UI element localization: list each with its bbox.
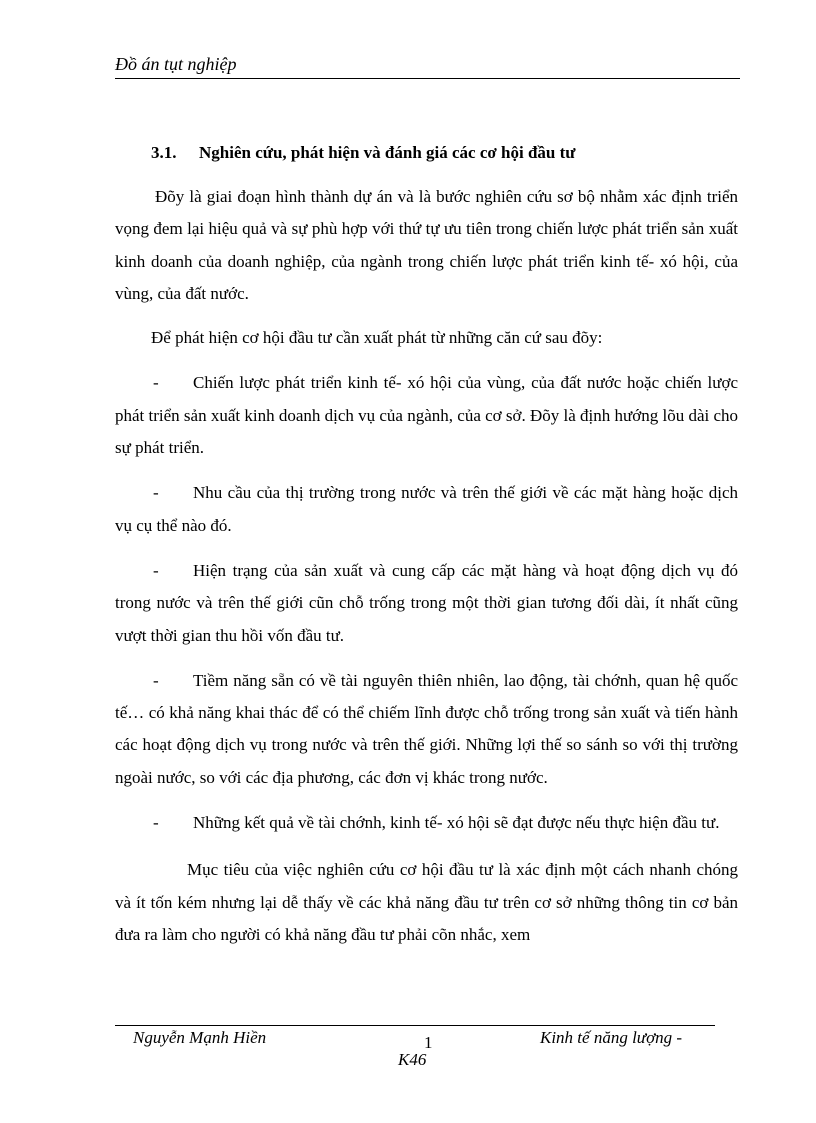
paragraph-intro: Đõy là giai đoạn hình thành dự án và là bước nghiên cứu sơ bộ nhằm xác định triển vọng đem lại hiệu quả và sự phù hợp với thứ tự ưu tiên trong chiến lược phát triển sản xuất kinh doanh của doanh nghiệp, của ngành trong chiến lược phát triển kinh tế- xó hội, của vùng, của đất nước. [115, 187, 738, 303]
page-body [115, 143, 738, 951]
bullet-strategy [115, 367, 738, 464]
footer-cohort: K46 [398, 1050, 427, 1069]
bullet-text: Tiềm năng sẵn có về tài nguyên thiên nhiên, lao động, tài chớnh, quan hệ quốc tế… có khả năng khai thác để có thể chiếm lĩnh được chỗ trống trong sản xuất và tiến hành các hoạt động dịch vụ trong nước và trên thế giới. Những lợi thế so sánh so với thị trường ngoài nước, so với các địa phương, các đơn vị khác trong nước. [115, 670, 738, 787]
footer-divider [115, 1025, 715, 1026]
bullet-potential [115, 665, 738, 794]
bullet-text: Chiến lược phát triển kinh tế- xó hội của vùng, của đất nước hoặc chiến lược phát triển sản xuất kinh doanh dịch vụ của ngành, của cơ sở. Đõy là định hướng lõu dài cho sự phát triển. [115, 373, 739, 458]
bullet-current-state [115, 555, 738, 652]
bullet-text: Nhu cầu của thị trường trong nước và trên thế giới về các mặt hàng hoặc dịch vụ cụ thể nào đó. [115, 483, 738, 535]
section-heading [151, 143, 738, 163]
paragraph-objective: Mục tiêu của việc nghiên cứu cơ hội đầu tư là xác định một cách nhanh chóng và ít tốn kém nhưng lại dễ thấy về các khả năng đầu tư trên cơ sở những thông tin cơ bản đưa ra làm cho người có khả năng đầu tư phải cõn nhắc, xem [115, 860, 738, 944]
bullet-results [115, 807, 738, 839]
paragraph-basis: Để phát hiện cơ hội đầu tư cần xuất phát từ những căn cứ sau đõy: [151, 328, 603, 348]
bullet-dash: - [153, 560, 159, 580]
footer-department: Kinh tế năng lượng - [540, 1028, 683, 1047]
section-title: Nghiên cứu, phát hiện và đánh giá các cơ hội đầu tư [199, 143, 576, 162]
bullet-text: Những kết quả về tài chớnh, kinh tế- xó hội sẽ đạt được nếu thực hiện đầu tư. [193, 813, 720, 833]
bullet-demand [115, 477, 738, 542]
document-title: Đồ án tụt nghiệp [115, 54, 237, 74]
bullet-dash: - [153, 483, 159, 503]
bullet-dash: - [153, 670, 159, 690]
section-number: 3.1. [151, 143, 177, 162]
bullet-dash: - [153, 813, 159, 833]
page-header [115, 54, 740, 79]
bullet-dash: - [153, 373, 159, 393]
bullet-text: Hiện trạng của sản xuất và cung cấp các mặt hàng và hoạt động dịch vụ đó trong nước và trên thế giới cũn chỗ trống trong một thời gian tương đối dài, ít nhất cũng vượt thời gian thu hồi vốn đầu tư. [115, 560, 738, 645]
page-number: 1 [424, 1033, 433, 1052]
footer-author: Nguyễn Mạnh Hiền [133, 1028, 267, 1047]
